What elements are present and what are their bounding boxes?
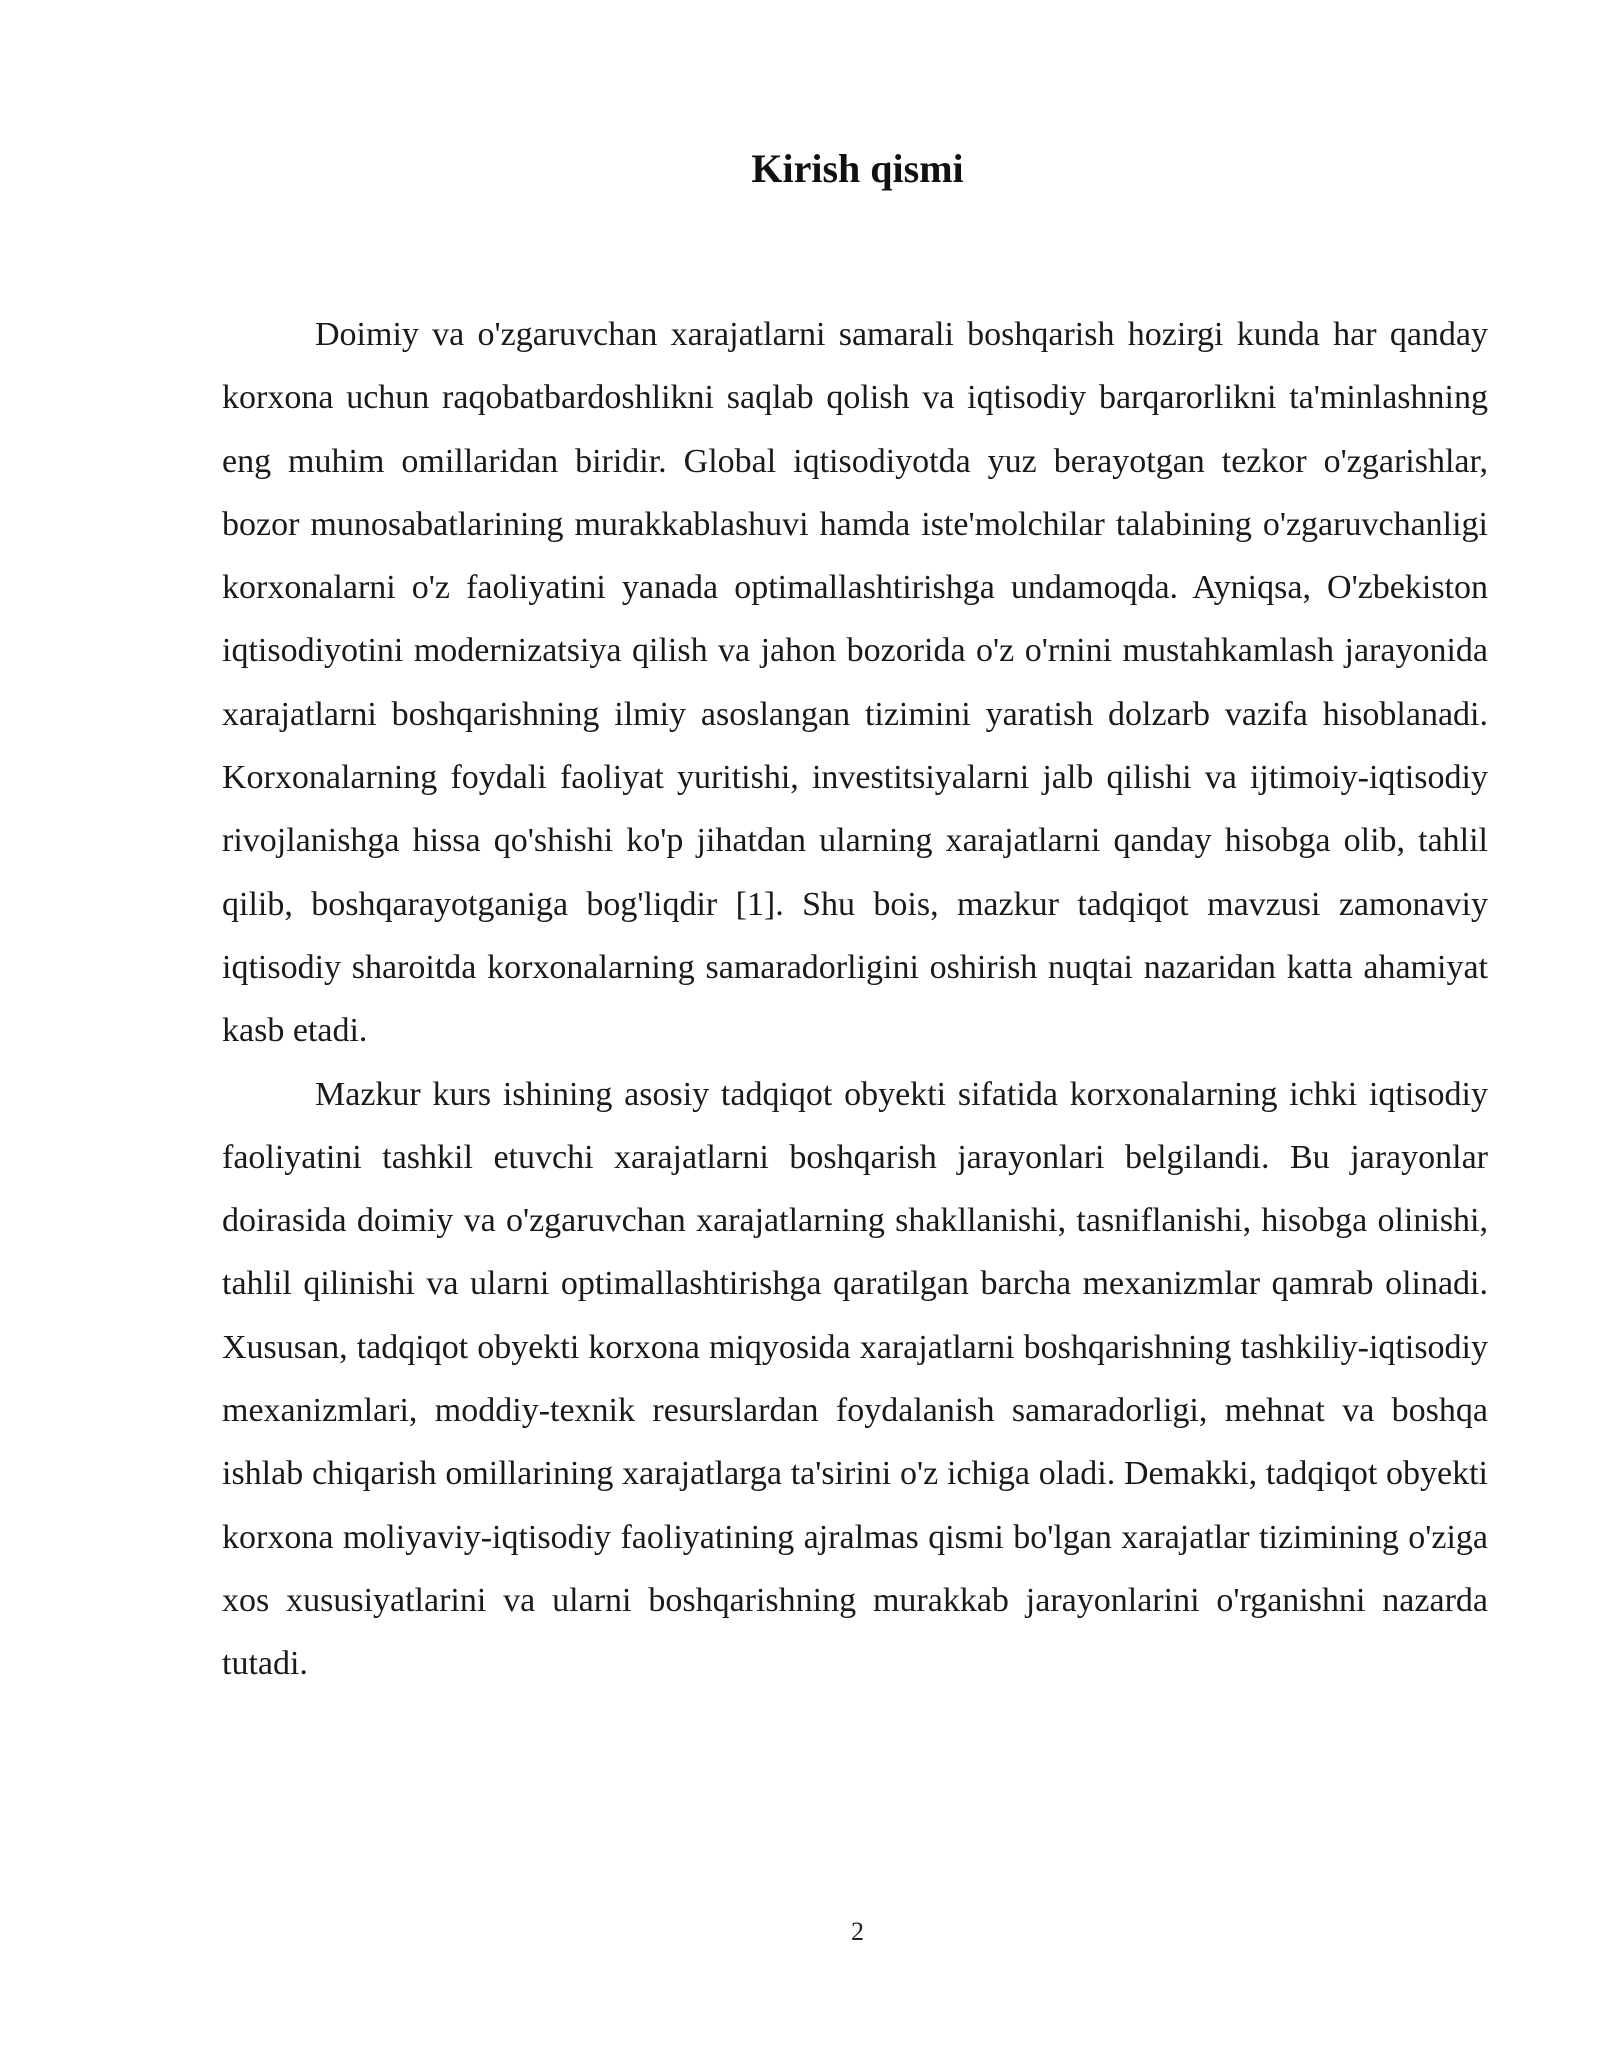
page-number: 2 xyxy=(851,1917,864,1946)
paragraph-intro: Doimiy va o'zgaruvchan xarajatlarni samarali boshqarish hozirgi kunda har qanday korxona uchun raqobatbardoshlikni saqlab qolish va iqtisodiy barqarorlikni ta'minlashning eng muhim omillaridan biridir. Global iqtisodiyotda yuz berayotgan tezkor o'zgarishlar, bozor munosabatlarining murakkablashuvi hamda iste'molchilar talabining o'zgaruvchanligi korxonalarni o'z faoliyatini yanada optimallashtirishga undamoqda. Ayniqsa, O'zbekiston iqtisodiyotini modernizatsiya qilish va jahon bozorida o'z o'rnini mustahkamlash jarayonida xarajatlarni boshqarishning ilmiy asoslangan tizimini yaratish dolzarb vazifa hisoblanadi. Korxonalarning foydali faoliyat yuritishi, investitsiyalarni jalb qilishi va ijtimoiy-iqtisodiy rivojlanishga hissa qo'shishi ko'p jihatdan ularning xarajatlarni qanday hisobga olib, tahlil qilib, boshqarayotganiga bog'liqdir [1]. Shu bois, mazkur tadqiqot mavzusi zamonaviy iqtisodiy sharoitda korxonalarning samaradorligini oshirish nuqtai nazaridan katta ahamiyat kasb etadi. xyxy=(222,316,1488,1050)
paragraph-research-object: Mazkur kurs ishining asosiy tadqiqot obyekti sifatida korxonalarning ichki iqtisodiy faoliyatini tashkil etuvchi xarajatlarni boshqarish jarayonlari belgilandi. Bu jarayonlar doirasida doimiy va o'zgaruvchan xarajatlarning shakllanishi, tasniflanishi, hisobga olinishi, tahlil qilinishi va ularni optimallashtirishga qaratilgan barcha mexanizmlar qamrab olinadi. Xususan, tadqiqot obyekti korxona miqyosida xarajatlarni boshqarishning tashkiliy-iqtisodiy mexanizmlari, moddiy-texnik resurslardan foydalanish samaradorligi, mehnat va boshqa ishlab chiqarish omillarining xarajatlarga ta'sirini o'z ichiga oladi. Demakki, tadqiqot obyekti korxona moliyaviy-iqtisodiy faoliyatining ajralmas qismi bo'lgan xarajatlar tizimining o'ziga xos xususiyatlarini va ularni boshqarishning murakkab jarayonlarini o'rganishni nazarda tutadi. xyxy=(222,1075,1488,1683)
document-body xyxy=(222,303,1488,1696)
page-title: Kirish qismi xyxy=(751,146,964,191)
